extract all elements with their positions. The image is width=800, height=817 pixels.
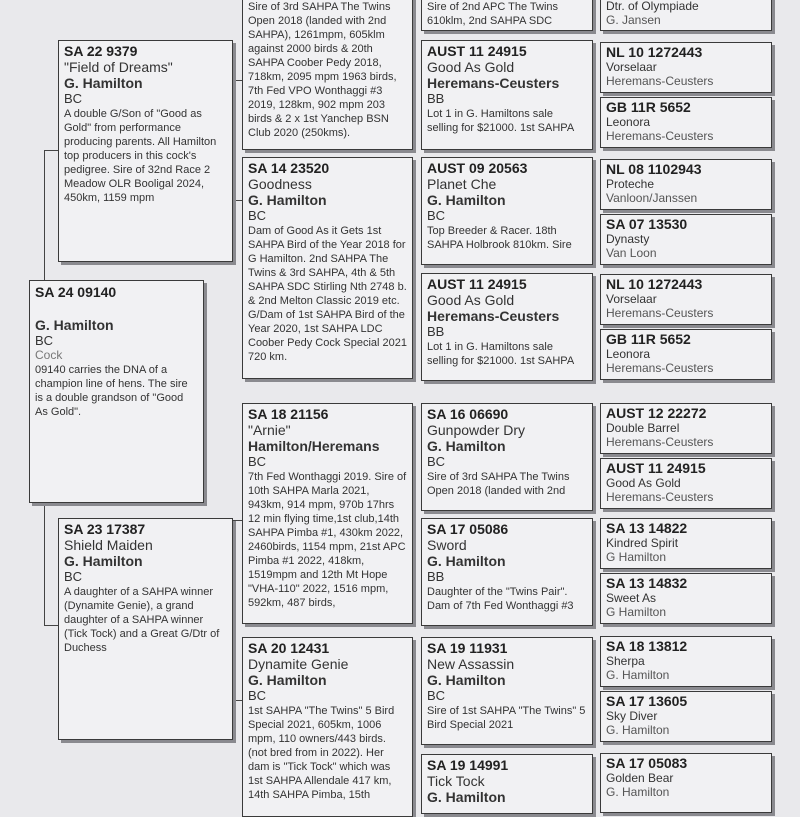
connector-line — [44, 503, 45, 626]
box-description: Lot 1 in G. Hamiltons sale selling for $21000. 1st SAHPA — [427, 108, 575, 134]
breeder: G Hamilton — [606, 550, 667, 564]
pedigree-box — [600, 159, 772, 210]
pedigree-box — [242, 403, 413, 624]
bird-name: Shield Maiden — [64, 537, 153, 553]
colour: BC — [248, 688, 267, 703]
pedigree-box — [421, 40, 593, 150]
bird-name: Sherpa — [606, 654, 645, 668]
main-bird-box — [29, 280, 204, 503]
bird-name: Gunpowder Dry — [427, 422, 526, 438]
ring-number: NL 10 1272443 — [606, 276, 703, 292]
breeder: G. Hamilton — [64, 553, 143, 569]
breeder: Heremans-Ceusters — [427, 75, 560, 91]
ring-number: AUST 11 24915 — [606, 460, 706, 476]
box-description: 7th Fed Wonthaggi 2019. Sire of 10th SAHPA Marla 2021, 943km, 914 mpm, 970b 17hrs 12 min flying time,1st club,14th SAHPA Pimba #1, 430km 2022, 2460birds, 1154 mpm, 21st APC Pimba #1 2022, 418km, 1519mpm and 12th Mt Hope "VHA-110" 2022, 1516 mpm, 592km, 487 birds, — [248, 471, 407, 609]
ring-number: SA 20 12431 — [248, 640, 330, 656]
colour: BC — [427, 208, 446, 223]
ring-number: AUST 11 24915 — [427, 43, 527, 59]
box-description: Sire of 3rd SAHPA The Twins Open 2018 (landed with 2nd — [427, 471, 570, 497]
bird-name: Good As Gold — [606, 476, 681, 490]
sire-box — [58, 40, 233, 262]
pedigree-box — [421, 754, 593, 814]
colour: BB — [427, 569, 445, 584]
breeder: Hamilton/Heremans — [248, 438, 380, 454]
ring-number: NL 08 1102943 — [606, 161, 702, 177]
pedigree-box — [421, 403, 593, 511]
bird-name: Good As Gold — [427, 59, 515, 75]
pedigree-box — [242, 637, 413, 817]
box-description: Top Breeder & Racer. 18th SAHPA Holbrook 810km. Sire — [427, 225, 572, 251]
breeder: G. Hamilton — [248, 672, 327, 688]
ring-number: SA 14 23520 — [248, 160, 330, 176]
ring-number: GB 11R 5652 — [606, 331, 691, 347]
box-description: Sire of 2nd APC The Twins 610klm, 2nd SAHPA SDC — [427, 1, 559, 27]
connector-line — [233, 520, 242, 521]
connector-line — [233, 80, 242, 81]
breeder: Heremans-Ceusters — [606, 306, 714, 320]
box-description: Lot 1 in G. Hamiltons sale selling for $21000. 1st SAHPA — [427, 341, 575, 367]
ring-number: GB 11R 5652 — [606, 99, 691, 115]
breeder: Vanloon/Janssen — [606, 191, 698, 205]
pedigree-box — [242, 157, 413, 379]
pedigree-box — [421, 273, 593, 381]
bird-name: Leonora — [606, 115, 651, 129]
pedigree-box — [600, 636, 772, 687]
breeder: G Hamilton — [606, 605, 667, 619]
breeder: Heremans-Ceusters — [606, 435, 714, 449]
colour: BB — [427, 91, 445, 106]
pedigree-box — [600, 274, 772, 325]
pedigree-box — [421, 0, 593, 31]
ring-number: SA 24 09140 — [35, 284, 117, 300]
pedigree-box — [600, 403, 772, 454]
breeder: G. Hamilton — [606, 668, 670, 682]
ring-number: AUST 11 24915 — [427, 276, 527, 292]
breeder: G. Hamilton — [64, 75, 143, 91]
ring-number: SA 19 14991 — [427, 757, 509, 773]
pedigree-box — [421, 157, 593, 265]
box-description: A daughter of a SAHPA winner (Dynamite Genie), a grand daughter of a SAHPA winner (Tick Tock) and a Great G/Dtr of Duchess — [64, 586, 220, 654]
ring-number: SA 16 06690 — [427, 406, 509, 422]
ring-number: AUST 09 20563 — [427, 160, 528, 176]
ring-number: SA 13 14822 — [606, 520, 688, 536]
colour: BC — [35, 333, 54, 348]
bird-name: Golden Bear — [606, 771, 674, 785]
breeder: G. Hamilton — [606, 785, 670, 799]
pedigree-box — [600, 573, 772, 624]
pedigree-box — [600, 214, 772, 265]
bird-name: Goodness — [248, 176, 312, 192]
ring-number: AUST 12 22272 — [606, 405, 707, 421]
ring-number: SA 22 9379 — [64, 43, 138, 59]
bird-name: Dynasty — [606, 232, 650, 246]
box-description: Sire of 1st SAHPA "The Twins" 5 Bird Special 2021 — [427, 705, 586, 731]
box-description: Sire of 3rd SAHPA The Twins Open 2018 (landed with 2nd SAHPA), 1261mpm, 605klm against 2000 birds & 20th SAHPA Coober Pedy 2018, 718km, 2095 mpm 1963 birds, 7th Fed VPO Wonthaggi #3 2019, 128km, 902 mpm 203 birds & 2 x 1st Yanchep BSN Club 2020 (250kms). — [248, 1, 397, 139]
pedigree-box — [421, 637, 593, 745]
bird-name: Proteche — [606, 177, 655, 191]
bird-name: New Assassin — [427, 656, 515, 672]
breeder: G. Hamilton — [606, 723, 670, 737]
bird-name: Sweet As — [606, 591, 657, 605]
colour: BC — [64, 91, 83, 106]
box-description: Daughter of the "Twins Pair". Dam of 7th Fed Wonthaggi #3 — [427, 586, 574, 612]
box-description: 1st SAHPA "The Twins" 5 Bird Special 2021, 605km, 1006 mpm, 110 owners/443 birds. (not bred from in 2022). Her dam is "Tick Tock" which was 1st SAHPA Allendale 417 km, 14th SAHPA Pimba, 15th — [248, 705, 395, 801]
breeder: G. Hamilton — [35, 317, 114, 333]
breeder: Heremans-Ceusters — [606, 490, 714, 504]
colour: BC — [248, 454, 267, 469]
box-name: Dtr. of Olympiade — [606, 0, 699, 13]
bird-name: Dynamite Genie — [248, 656, 349, 672]
bird-name: Sword — [427, 537, 467, 553]
pedigree-box — [600, 329, 772, 380]
ring-number: SA 07 13530 — [606, 216, 688, 232]
box-description: 09140 carries the DNA of a champion line of hens. The sire is a double grandson of "Good As Gold". — [35, 364, 188, 418]
bird-name: Kindred Spirit — [606, 536, 679, 550]
ring-number: SA 13 14832 — [606, 575, 688, 591]
bird-name: "Field of Dreams" — [64, 59, 173, 75]
breeder: Heremans-Ceusters — [606, 74, 714, 88]
pedigree-box — [600, 42, 772, 93]
bird-name: Planet Che — [427, 176, 497, 192]
breeder: G. Hamilton — [427, 553, 506, 569]
ring-number: SA 23 17387 — [64, 521, 146, 537]
box-breeder: G. Jansen — [606, 13, 661, 27]
box-description: Dam of Good As it Gets 1st SAHPA Bird of the Year 2018 for G Hamilton. 2nd SAHPA The Twins & 3rd SAHPA, 4th & 5th SAHPA SDC Stirling Nth 2748 b. & 2nd Melton Classic 2019 etc. G/Dam of 1st SAHPA Bird of the Year 2020, 1st SAHPA LDC Coober Pedy Cock Special 2021 720 km. — [248, 225, 407, 363]
connector-line — [233, 200, 242, 201]
bird-name: Good As Gold — [427, 292, 515, 308]
pedigree-box — [421, 518, 593, 626]
breeder: G. Hamilton — [427, 672, 506, 688]
breeder: Heremans-Ceusters — [427, 308, 560, 324]
pedigree-box — [600, 97, 772, 148]
ring-number: NL 10 1272443 — [606, 44, 703, 60]
sex: Cock — [35, 348, 63, 362]
ring-number: SA 17 05086 — [427, 521, 509, 537]
pedigree-box — [600, 753, 772, 813]
box-description: A double G/Son of "Good as Gold" from performance producing parents. All Hamilton top producers in this cock's pedigree. Sire of 32nd Race 2 Meadow OLR Booligal 2024, 450km, 1159 mpm — [64, 108, 217, 204]
breeder: Van Loon — [606, 246, 657, 260]
pedigree-box — [242, 0, 413, 150]
colour: BC — [427, 688, 446, 703]
bird-name: Double Barrel — [606, 421, 680, 435]
connector-line — [44, 625, 58, 626]
ring-number: SA 17 05083 — [606, 755, 688, 771]
ring-number: SA 18 21156 — [248, 406, 329, 422]
pedigree-box — [600, 0, 772, 31]
colour: BC — [427, 454, 446, 469]
connector-line — [233, 700, 242, 701]
pedigree-box — [600, 518, 772, 569]
ring-number: SA 19 11931 — [427, 640, 508, 656]
ring-number: SA 18 13812 — [606, 638, 688, 654]
breeder: G. Hamilton — [427, 438, 506, 454]
pedigree-box — [600, 458, 772, 509]
bird-name: Vorselaar — [606, 292, 657, 306]
dam-box — [58, 518, 233, 740]
colour: BB — [427, 324, 445, 339]
breeder: Heremans-Ceusters — [606, 361, 714, 375]
breeder: G. Hamilton — [248, 192, 327, 208]
bird-name: Leonora — [606, 347, 651, 361]
breeder: Heremans-Ceusters — [606, 129, 714, 143]
breeder: G. Hamilton — [427, 789, 506, 805]
bird-name: Vorselaar — [606, 60, 657, 74]
pedigree-box — [600, 691, 772, 742]
bird-name: "Arnie" — [248, 422, 291, 438]
bird-name: Tick Tock — [427, 773, 485, 789]
ring-number: SA 17 13605 — [606, 693, 688, 709]
connector-line — [44, 150, 58, 151]
breeder: G. Hamilton — [427, 192, 506, 208]
colour: BC — [64, 569, 83, 584]
bird-name: Sky Diver — [606, 709, 658, 723]
connector-line — [44, 150, 45, 280]
colour: BC — [248, 208, 267, 223]
